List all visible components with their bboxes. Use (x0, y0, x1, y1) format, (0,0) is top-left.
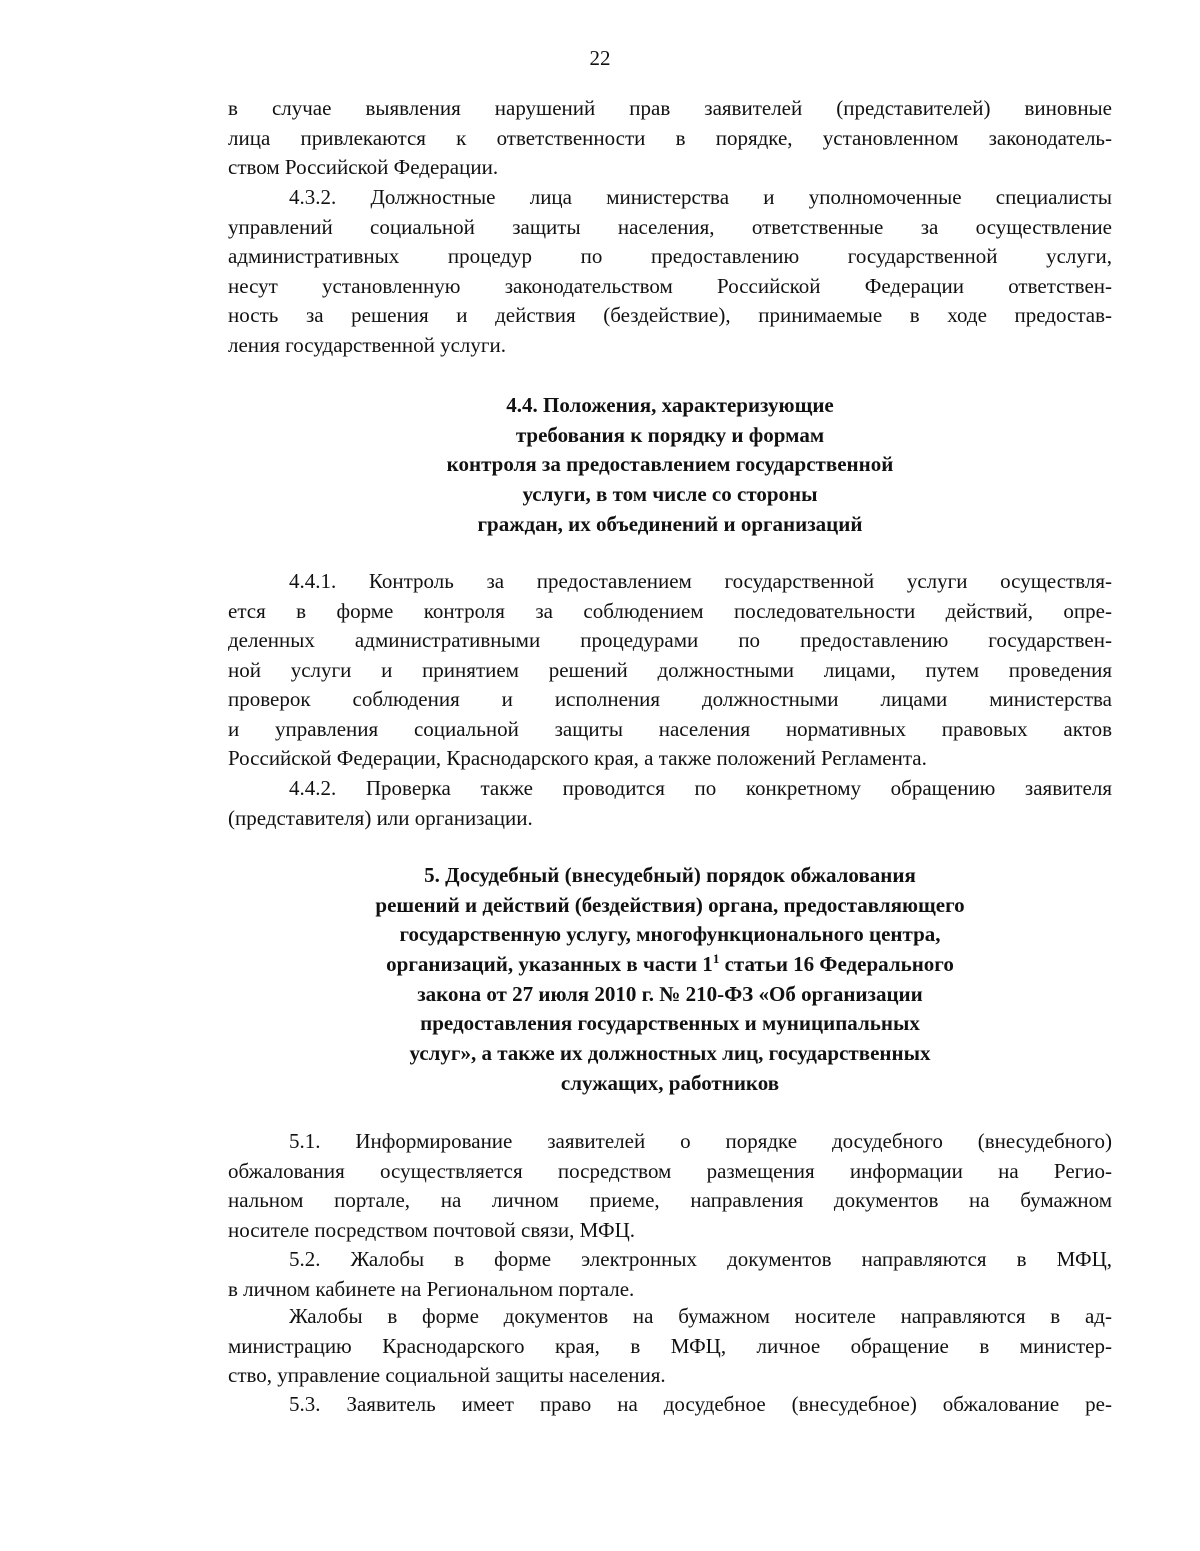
heading-text: статьи 16 Федерального (719, 952, 954, 977)
heading-text: организаций, указанных в части 1 (386, 952, 713, 977)
paragraph-5-1 (228, 1127, 1112, 1245)
heading-line: 4.4. Положения, характеризующие (506, 393, 834, 417)
heading-line: требования к порядку и формам (515, 422, 825, 447)
text-line: в личном кабинете на Региональном портале. (228, 1276, 635, 1301)
text-line: 4.4.2. Проверка также проводится по конкретному обращению заявителя (289, 776, 1112, 800)
paragraph-5-3 (228, 1390, 1112, 1420)
heading-line: служащих, работников (560, 1070, 780, 1095)
text-line: деленных административными процедурами по предоставлению государствен- (228, 628, 1112, 652)
heading-line: 5. Досудебный (внесудебный) порядок обжалования (424, 863, 916, 887)
text-line: ется в форме контроля за соблюдением последовательности действий, опре- (228, 598, 1112, 623)
text-line: несут установленную законодательством Российской Федерации ответствен- (228, 273, 1112, 298)
heading-line: услуги, в том числе со стороны (522, 482, 818, 507)
paragraph-4-3-1-continuation (228, 94, 1112, 183)
text-line: административных процедур по предоставлению государственной услуги, (228, 244, 1112, 268)
text-line: (представителя) или организации. (228, 805, 533, 830)
text-line: 5.1. Информирование заявителей о порядке досудебного (внесудебного) (289, 1129, 1112, 1153)
section-heading-5 (0, 861, 1200, 1099)
text-line: управлений социальной защиты населения, ответственные за осуществление (228, 214, 1112, 239)
text-line: и управления социальной защиты населения нормативных правовых актов (228, 716, 1112, 741)
text-line: в случае выявления нарушений прав заявителей (представителей) виновные (228, 96, 1112, 120)
heading-line: граждан, их объединений и организаций (477, 511, 863, 536)
text-line: лица привлекаются к ответственности в порядке, установленном законодатель- (228, 125, 1112, 150)
paragraph-paper-complaints (228, 1302, 1112, 1391)
heading-line: государственную услугу, многофункционального центра, (399, 922, 941, 947)
text-line: ления государственной услуги. (228, 332, 507, 357)
paragraph-4-3-2 (228, 183, 1112, 360)
superscript: 1 (712, 951, 720, 967)
heading-line: закона от 27 июля 2010 г. № 210-ФЗ «Об организации (417, 981, 923, 1006)
text-line: нальном портале, на личном приеме, направления документов на бумажном (228, 1188, 1112, 1212)
text-line: ность за решения и действия (бездействие), принимаемые в ходе предостав- (228, 303, 1112, 327)
text-line: Российской Федерации, Краснодарского края, а также положений Регламента. (228, 746, 927, 770)
text-line: Жалобы в форме документов на бумажном носителе направляются в ад- (289, 1304, 1112, 1328)
paragraph-4-4-2 (228, 774, 1112, 833)
page-number: 22 (589, 46, 611, 70)
text-line: министрацию Краснодарского края, в МФЦ, личное обращение в министер- (228, 1333, 1112, 1358)
text-line: 4.3.2. Должностные лица министерства и уполномоченные специалисты (289, 185, 1112, 209)
heading-line-with-superscript (0, 950, 1200, 980)
paragraph-5-2 (228, 1245, 1112, 1304)
heading-line: контроля за предоставлением государственной (446, 452, 894, 477)
text-line: проверок соблюдения и исполнения должностными лицами министерства (228, 687, 1112, 711)
text-line: обжалования осуществляется посредством размещения информации на Регио- (228, 1158, 1112, 1183)
paragraph-4-4-1 (228, 567, 1112, 774)
text-line: 4.4.1. Контроль за предоставлением государственной услуги осуществля- (289, 569, 1112, 593)
heading-line: услуг», а также их должностных лиц, государственных (409, 1041, 931, 1066)
text-line: носителе посредством почтовой связи, МФЦ. (228, 1217, 636, 1242)
text-line: ство, управление социальной защиты населения. (228, 1363, 666, 1387)
text-line: ством Российской Федерации. (228, 155, 499, 179)
heading-line: решений и действий (бездействия) органа, предоставляющего (375, 892, 965, 917)
text-line: 5.3. Заявитель имеет право на досудебное (внесудебное) обжалование ре- (289, 1392, 1112, 1416)
heading-line: предоставления государственных и муниципальных (420, 1011, 920, 1036)
text-line: ной услуги и принятием решений должностными лицами, путем проведения (228, 657, 1112, 682)
text-line: 5.2. Жалобы в форме электронных документов направляются в МФЦ, (289, 1247, 1112, 1271)
section-heading-4-4 (0, 391, 1200, 539)
